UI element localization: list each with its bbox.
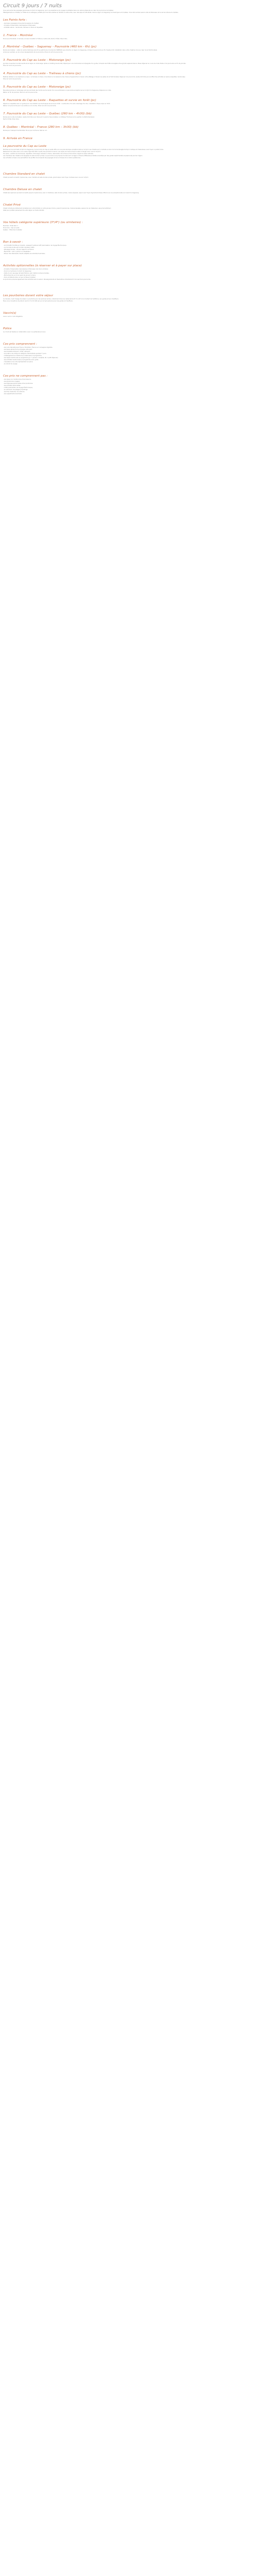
section-line: - Le carnet de voyage. (3, 363, 18, 365)
section-line: Sur place : sentiers de randonnée, raquettes, motoneige, traîneau à chiens, observation de la faune et de la flore, kayak en saison estivale. (3, 153, 94, 155)
section (3, 99, 254, 107)
section (3, 327, 254, 333)
section-body (3, 347, 254, 365)
section-heading: 2. Montréal – Québec – Saguenay – Pourvoirie (460 km - 6h) (pc) (3, 45, 97, 48)
page (0, 0, 258, 402)
section-heading: 1. France – Montréal (3, 34, 33, 37)
section (3, 145, 254, 159)
section (3, 294, 254, 302)
section (3, 312, 254, 318)
section-line: La pourvoirie propose également des activités selon la saison. Renseignements et réservations directement à l'accueil de la pourvoirie. (3, 279, 91, 280)
intro (3, 10, 254, 14)
section-heading: Bon à savoir : (3, 241, 23, 244)
section-heading: Ces prix ne comprennent pas : (3, 375, 48, 378)
section-heading: La pourvoirie du Cap au Leste (3, 145, 46, 148)
section-body (3, 245, 254, 255)
section-line: - Le carburant, les péages et parkings. (3, 389, 28, 391)
section-heading: Vaccin(s) (3, 312, 17, 315)
section-line: Perchée sur les sommets du fjord du Saguenay, la pourvoirie du Cap au Leste offre une vue panoramique exceptionnelle sur le fjord. Les chalets sont construits en bois rond et aménagés de façon rustique et chaleureuse, avec foyer ou poêle à bois. (3, 149, 164, 150)
section (3, 34, 254, 40)
section-line: - L'hébergement en hôtels et en chalet selon le programme. (3, 355, 42, 357)
section (3, 375, 254, 395)
section-line: - Soins et détente dans un spa nordique à Québec. (3, 277, 36, 278)
section-line: Chalet pouvant accueillir 2 personnes, avec chambre et salle de bain privée, grand séjour avec foyer, terrasse avec vue sur le fjord. (3, 177, 89, 178)
section-body (3, 38, 254, 40)
section-line: - Électricité : 110 V, prévoir un adaptateur. (3, 251, 31, 252)
section-line: - Croisière d'observation des baleines à Tadoussac (de mai à octobre). (3, 268, 49, 270)
section-line: Nouvelle journée en motoneige vers les sommets des monts environnants d'où vous admirerez un panorama exceptionnel sur le fjord du Saguenay. Déjeuner en route. (3, 90, 111, 91)
intro-paragraph: Hébergements en chalets, en hôtels et en auberges, parfaits pour les découvertes en famille ou entre amis, avec des séjours à Montréal, dans la région du Saguenay Lac-Saint-Jean et à Québec. Vous découvrirez aussi la ville de Tadoussac et la vie de la faune du Québec. (3, 12, 179, 13)
section-line: Matinée dédiée à une expérience unique : le traîneau à chiens. Vous ferez la connaissance des chiens et apprendrez à mener votre attelage à travers les pistes de la forêt boréale. Déjeuner à la pourvoirie. Après-midi libre pour profiter des activités sur place (raquettes, randonnée). (3, 76, 186, 78)
section (3, 126, 254, 132)
section (3, 86, 254, 94)
section-heading: Chalet Privé (3, 204, 21, 207)
section-heading: 3. Pourvoirie du Cap au Leste – Motoneige (pc) (3, 59, 71, 62)
section-heading: Ces prix comprennent : (3, 343, 37, 346)
section-heading: Vos hôtels catégorie supérieure (3*/4*) (ou similaires) : (3, 221, 83, 224)
section-body (3, 116, 254, 121)
section-line: Route pour l'aéroport de Montréal. Envol pour la France. Nuit en vol. (3, 130, 47, 131)
section-line: - Pêche blanche sur le lac gelé (de janvier à mars). (3, 275, 36, 276)
section-body (3, 268, 254, 281)
section-heading: Chambre Deluxe en chalet (3, 188, 42, 191)
section-heading: Police (3, 327, 12, 330)
section-line: Route vers Québec : visite du centre historique (inscrit au patrimoine mondial de l'UNESCO) puis direction la région du Saguenay. Arrivée à la pourvoirie en fin d'après-midi. Installation dans votre chalet en bois au cœur de la forêt boréale. (3, 49, 157, 51)
section (3, 343, 254, 365)
section-line: Journée consacrée à la découverte de la région en motoneige. Après un briefing de sécurité, départ pour une randonnée accompagnée d'un guide, à travers les forêts enneigées et les grands espaces blancs. Pause déjeuner en cours de route. Retour à la pourvoirie en fin de journée. (3, 63, 186, 64)
section-line: - La monnaie locale est le dollar canadien (CAD). (3, 247, 35, 248)
section-line: Dîner et nuit à la pourvoirie. (3, 78, 22, 80)
section-line: - Les activités mentionnées au programme avec guide. (3, 359, 39, 361)
section-body (3, 49, 254, 54)
section-line: - Les taxes aéroport et surcharges carburant. (3, 349, 33, 350)
section-line: - Survol en hydravion du fjord du Saguenay. (3, 270, 31, 272)
section-body (3, 192, 254, 194)
section-body (3, 76, 254, 80)
section-line: Chalet plus spacieux pouvant accueillir jusqu'à 4 personnes, avec 2 chambres, salle de bain privée, cuisine équipée, séjour avec foyer et grande terrasse offrant une vue exceptionnelle sur le fjord du Saguenay. (3, 192, 139, 194)
section-line: Dîner et nuit à la pourvoirie. (3, 65, 22, 66)
section-heading: Chambre Standard en chalet (3, 173, 45, 176)
section (3, 59, 254, 67)
section-heading: Les pourboires durant votre séjour (3, 294, 53, 297)
section-body (3, 130, 254, 132)
section (3, 45, 254, 54)
section-line: Montréal : Hôtel Zéro 1 (3, 225, 18, 227)
section-line: Les chambres des chalets sont équipées de salle de bain privée. La pourvoirie vous propose de découvrir la région à travers différentes activités encadrées par des guides expérimentés et passionnés par leur région. (3, 155, 143, 157)
section-body (3, 63, 254, 67)
section-line: Restaurant sur place avec une cuisine régionale faite à partir des produits du terroir. Les repas sont servis dans la salle à manger avec vue sur le fjord. (3, 151, 101, 152)
section-line: Nous vous conseillons de prévoir environ 5 à 10 CAD par jour et par personne pour les guides et chauffeurs. (3, 300, 73, 302)
section-line: - L'assistance de notre représentant sur place. (3, 361, 34, 363)
section-heading: 4. Pourvoirie du Cap au Leste – Traîneau à chiens (pc) (3, 72, 81, 75)
section-line: Départ en raquettes avec un guide pour une initiation aux techniques de survie en forêt : construction d'un abri, allumage d'un feu, orientation. Pique-nique en forêt. (3, 103, 110, 105)
section-heading: Activités optionnelles (à réserver et à payer sur place) (3, 264, 82, 267)
section-line: - Les dépenses personnelles et les pourboires. (3, 383, 33, 384)
section-line: Au Canada, il est d'usage de laisser un pourboire pour les services rendus, notamment dans les restaurants (15 % à 20 % du montant de l'addition), aux guides et aux chauffeurs. (3, 298, 119, 300)
section-line: Aucun vaccin n'est obligatoire. (3, 316, 23, 317)
section-line: - Croisière d'observation des baleines à Tadoussac (3, 25, 36, 26)
section-line: Les activités incluses vous permettront de profiter de la beauté des paysages et de la richesse de la nature québécoise. (3, 157, 81, 159)
section (3, 173, 254, 179)
section-line: Retour en fin de journée, dîner et nuit à la pourvoirie. (3, 92, 38, 93)
section-line: Idéal pour profiter pleinement de votre séjour en toute intimité. (3, 210, 44, 211)
section (3, 241, 254, 255)
page-title: Circuit 9 jours / 7 nuits (3, 3, 62, 9)
section-body (3, 298, 254, 302)
section-line: - Prévoir des vêtements chauds adaptés aux activités hivernales. (3, 253, 45, 255)
section-line: - Décalage horaire : -6h par rapport à la France. (3, 249, 34, 250)
section-line: - Les repas mentionnés au programme (pc = pension complète, bb = petit déjeuner). (3, 357, 59, 359)
section-line: - Activités nature : randonnée, traîneau à chiens et raquettes (3, 27, 43, 28)
section-body (3, 316, 254, 318)
section-line: - Les beaux paysages et les grands espaces du Québec (3, 23, 39, 24)
section-line: - Les repas non mentionnés et les boissons. (3, 379, 31, 380)
section-body (3, 103, 254, 107)
section-line: Chalet individuel entièrement privatisé pour votre famille ou votre groupe d'amis, jusqu'à 6 personnes. Cuisine équipée, espace de vie chaleureux, spa privé extérieur. (3, 208, 111, 209)
section-heading: 7. Pourvoirie du Cap au Leste – Québec (260 km – 4h30) (bb) (3, 112, 92, 115)
sections (3, 19, 254, 395)
section (3, 221, 254, 231)
section-line: - Les assurances voyages. (3, 381, 20, 382)
section-line: - Le formalité d'entrée au Canada : passeport valide et AVE (Autorisation de Voyage Électronique). (3, 245, 67, 246)
section-line: - Les vols internationaux France / Montréal / France sur compagnie régulière. (3, 347, 53, 348)
section (3, 19, 254, 29)
section-line: - Les activités optionnelles. (3, 385, 21, 386)
section (3, 188, 254, 194)
section-body (3, 331, 254, 333)
section (3, 137, 254, 141)
section-line: Accès aux sentiers, au lac et aux équipements de la pourvoirie. Dîner et nuit à la pourvoirie. (3, 52, 63, 53)
section-heading: 8. Québec – Montréal – France (280 km – 3h30) (bb) (3, 126, 79, 129)
section (3, 112, 254, 121)
section-body (3, 149, 254, 159)
section-line: Nuit à l'hôtel. Dîner libre. (3, 118, 20, 120)
section (3, 264, 254, 281)
section-line: - Visite du zoo sauvage de Saint-Félicien, parc dédié à la faune boréale. (3, 273, 50, 274)
section-body (3, 208, 254, 212)
section-line: Retour à la pourvoirie pour une soirée au coin du feu. Dîner et nuit à la pourvoirie. (3, 105, 57, 107)
section-line: Le circuit est réalisé en collaboration avec nos partenaires locaux. (3, 331, 46, 333)
section-line: Québec : Hôtel des Coutellier (3, 229, 22, 231)
section-heading: 9. Arrivée en France (3, 137, 33, 140)
section-line: - Les suppléments éventuels. (3, 393, 22, 395)
section-heading: Les Points forts : (3, 19, 27, 22)
section (3, 204, 254, 212)
section-heading: 6. Pourvoirie du Cap au Leste – Raquettes et survie en forêt (pc) (3, 99, 96, 102)
section-line: Route vers la ville de Québec. Après-midi libre pour découvrir à pied le Vieux-Québec, le Château Frontenac et le quartier du Petit-Champlain. (3, 116, 95, 118)
section-line: - Les transferts aéroport / hôtel / aéroport. (3, 351, 31, 352)
section-line: - La location de voiture de catégorie intermédiaire pendant 7 jours. (3, 353, 47, 354)
section-body (3, 225, 254, 231)
section-heading: 5. Pourvoirie du Cap au Leste – Motoneige (pc) (3, 86, 71, 89)
section (3, 72, 254, 80)
section-line: Envol pour Montréal. À l'arrivée, accueil, transfert à l'hôtel au centre-ville. Nuit à l'hôtel. Dîner libre. (3, 38, 68, 40)
section-body (3, 379, 254, 395)
section-line: Pourvoirie : Cap au Leste (3, 227, 20, 229)
section-line: - Les frais d'abandon de véhicule. (3, 391, 25, 393)
section-body (3, 23, 254, 29)
intro-paragraph: Vous parcourrez les paysages grandioses du fjord du Saguenay, pour une expérience de voyage inoubliable dans une nature préservée au cœur de la province du Québec. (3, 10, 114, 11)
section-body (3, 90, 254, 94)
section-line: - L'AVE (Autorisation de Voyage Électronique). (3, 387, 33, 388)
section-body (3, 177, 254, 179)
